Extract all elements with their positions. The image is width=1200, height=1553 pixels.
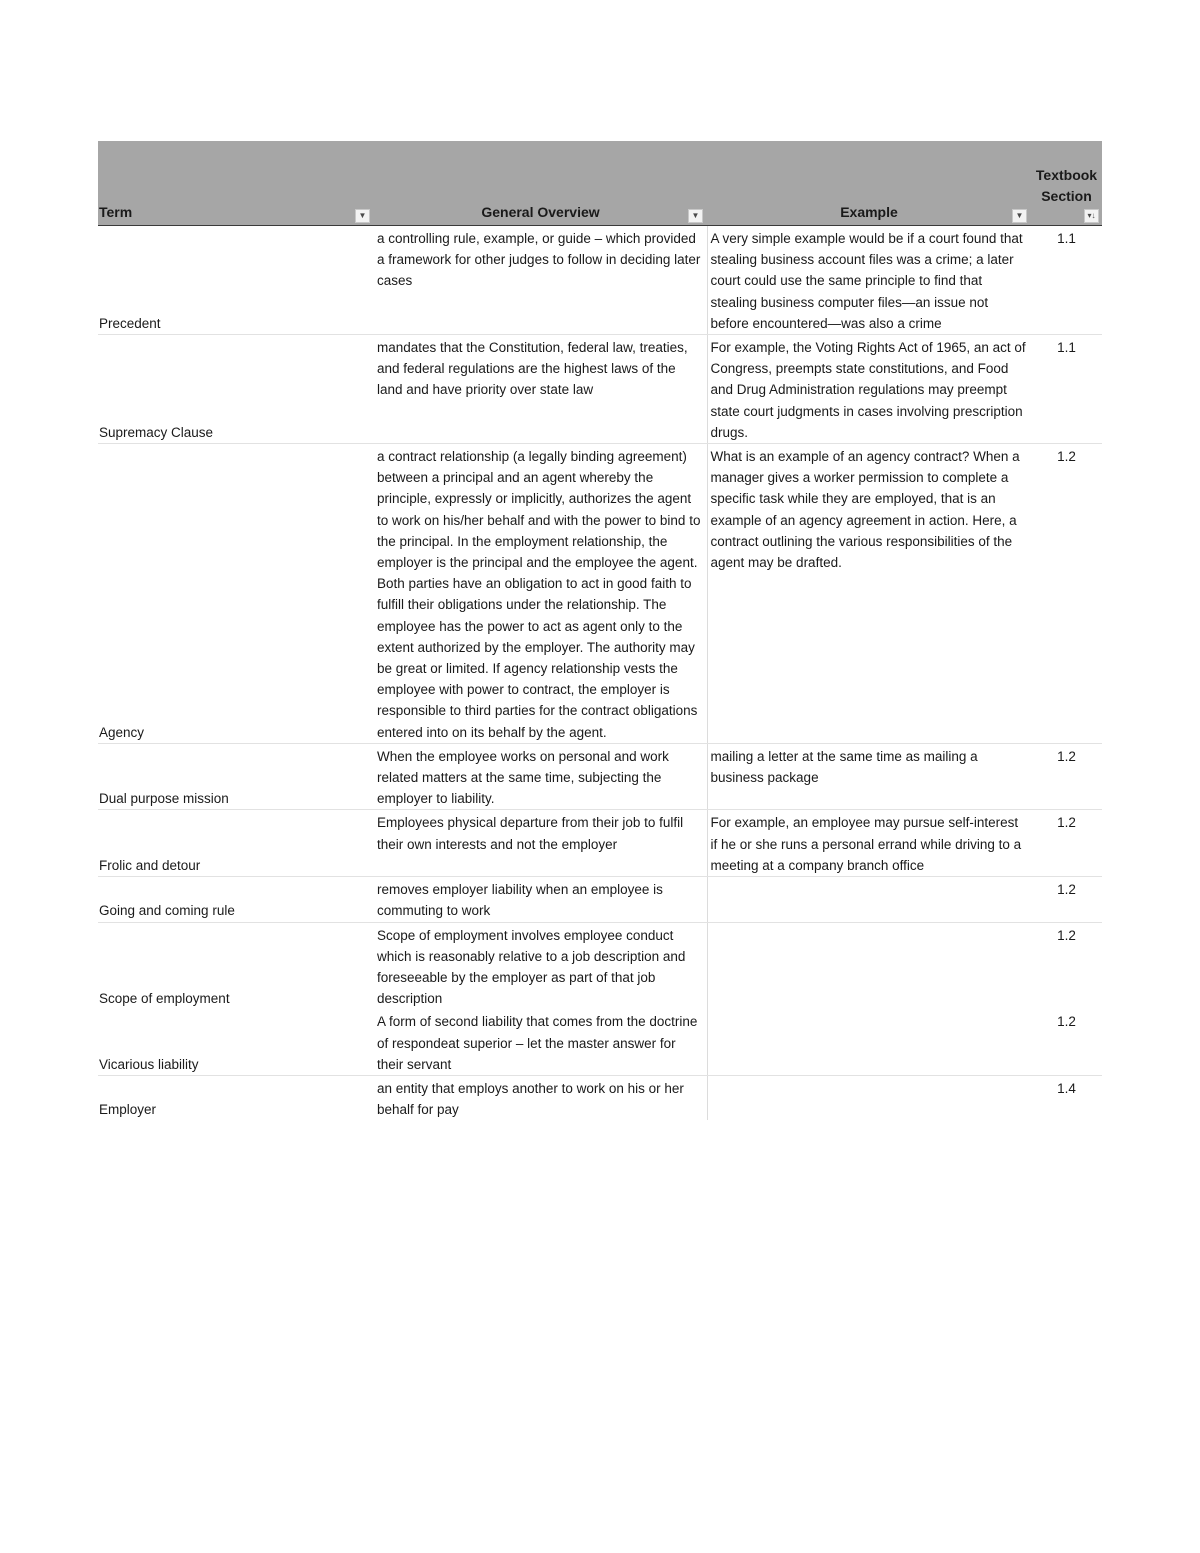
example-cell: A very simple example would be if a court found that stealing business account files was a crime; a later court could use the same principle to find that stealing business computer files—an issue not before encountered—was also a crime [707,226,1031,335]
section-cell: 1.2 [1031,810,1102,877]
section-cell: 1.4 [1057,1080,1076,1096]
overview-cell: mandates that the Constitution, federal law, treaties, and federal regulations are the highest laws of the land and have priority over state law [374,335,707,444]
example-cell: For example, the Voting Rights Act of 1965, an act of Congress, preempts state constitutions, and Food and Drug Administration regulations may preempt state court judgments in cases involving prescription drugs. [707,335,1031,444]
header-term [98,141,374,226]
overview-cell: removes employer liability when an employee is commuting to work [374,877,707,922]
example-cell: For example, an employee may pursue self-interest if he or she runs a personal errand while driving to a meeting at a company branch office [707,810,1031,877]
table-row [98,444,1102,744]
header-overview-label: General Overview [481,204,600,220]
section-cell: 1.1 [1031,335,1102,444]
header-section [1031,141,1102,226]
table-row [98,743,1102,810]
example-cell [707,922,1031,1009]
term-cell: Agency [98,444,374,744]
example-cell [707,1009,1031,1075]
overview-cell: an entity that employs another to work on his or her behalf for pay [374,1075,707,1120]
table-row [98,1009,1102,1075]
header-row [98,141,1102,226]
example-cell [707,1075,1031,1120]
header-example-label: Example [840,204,898,220]
terms-table [98,141,1102,1120]
term-cell: Supremacy Clause [98,335,374,444]
example-cell: What is an example of an agency contract? When a manager gives a worker permission to complete a specific task while they are employed, that is an example of an agency agreement in action. Here, a contract outlining the various responsibilities of the agent may be drafted. [707,444,1031,744]
overview-cell: a controlling rule, example, or guide – which provided a framework for other judges to follow in deciding later cases [374,226,707,335]
example-cell [707,877,1031,922]
overview-cell: Scope of employment involves employee conduct which is reasonably relative to a job description and foreseeable by the employer as part of that job description [374,922,707,1009]
section-cell: 1.2 [1057,927,1076,943]
table-row [98,1075,1102,1120]
section-cell: 1.2 [1031,743,1102,810]
term-cell: Scope of employment [99,991,230,1007]
header-term-label: Term [99,204,133,220]
filter-dropdown-icon[interactable]: ▼ [1012,209,1027,223]
sort-filter-icon[interactable]: ▾↓ [1084,209,1099,223]
overview-cell: Employees physical departure from their job to fulfil their own interests and not the employer [374,810,707,877]
section-cell: 1.2 [1031,444,1102,744]
filter-dropdown-icon[interactable]: ▼ [688,209,703,223]
table-row [98,922,1102,1009]
example-cell: mailing a letter at the same time as mailing a business package [707,743,1031,810]
overview-cell: A form of second liability that comes from the doctrine of respondeat superior – let the master answer for their servant [374,1009,707,1075]
filter-dropdown-icon[interactable]: ▼ [355,209,370,223]
table-row [98,810,1102,877]
term-cell: Frolic and detour [98,810,374,877]
section-cell: 1.2 [1031,877,1102,922]
table-row [98,335,1102,444]
header-section-label: Textbook Section [1035,167,1098,204]
term-cell: Dual purpose mission [98,743,374,810]
header-overview [374,141,707,226]
section-cell: 1.2 [1031,1009,1102,1075]
overview-cell: When the employee works on personal and work related matters at the same time, subjecting the employer to liability. [374,743,707,810]
term-cell: Vicarious liability [98,1009,374,1075]
table-row [98,226,1102,335]
table-row [98,877,1102,922]
spreadsheet [98,141,1102,1120]
overview-cell: a contract relationship (a legally binding agreement) between a principal and an agent whereby the principle, expressly or implicitly, authorizes the agent to work on his/her behalf and with the power to bind to the principal. In the employment relationship, the employer is the principal and the employee the agent. Both parties have an obligation to act in good faith to fulfill their obligations under the relationship. The employee has the power to act as agent only to the extent authorized by the employer. The authority may be great or limited. If agency relationship vests the employee with power to contract, the employer is responsible to third parties for the contract obligations entered into on its behalf by the agent. [374,444,707,744]
term-cell: Precedent [98,226,374,335]
term-cell: Employer [99,1102,157,1118]
term-cell: Going and coming rule [98,877,374,922]
header-example [707,141,1031,226]
section-cell: 1.1 [1031,226,1102,335]
